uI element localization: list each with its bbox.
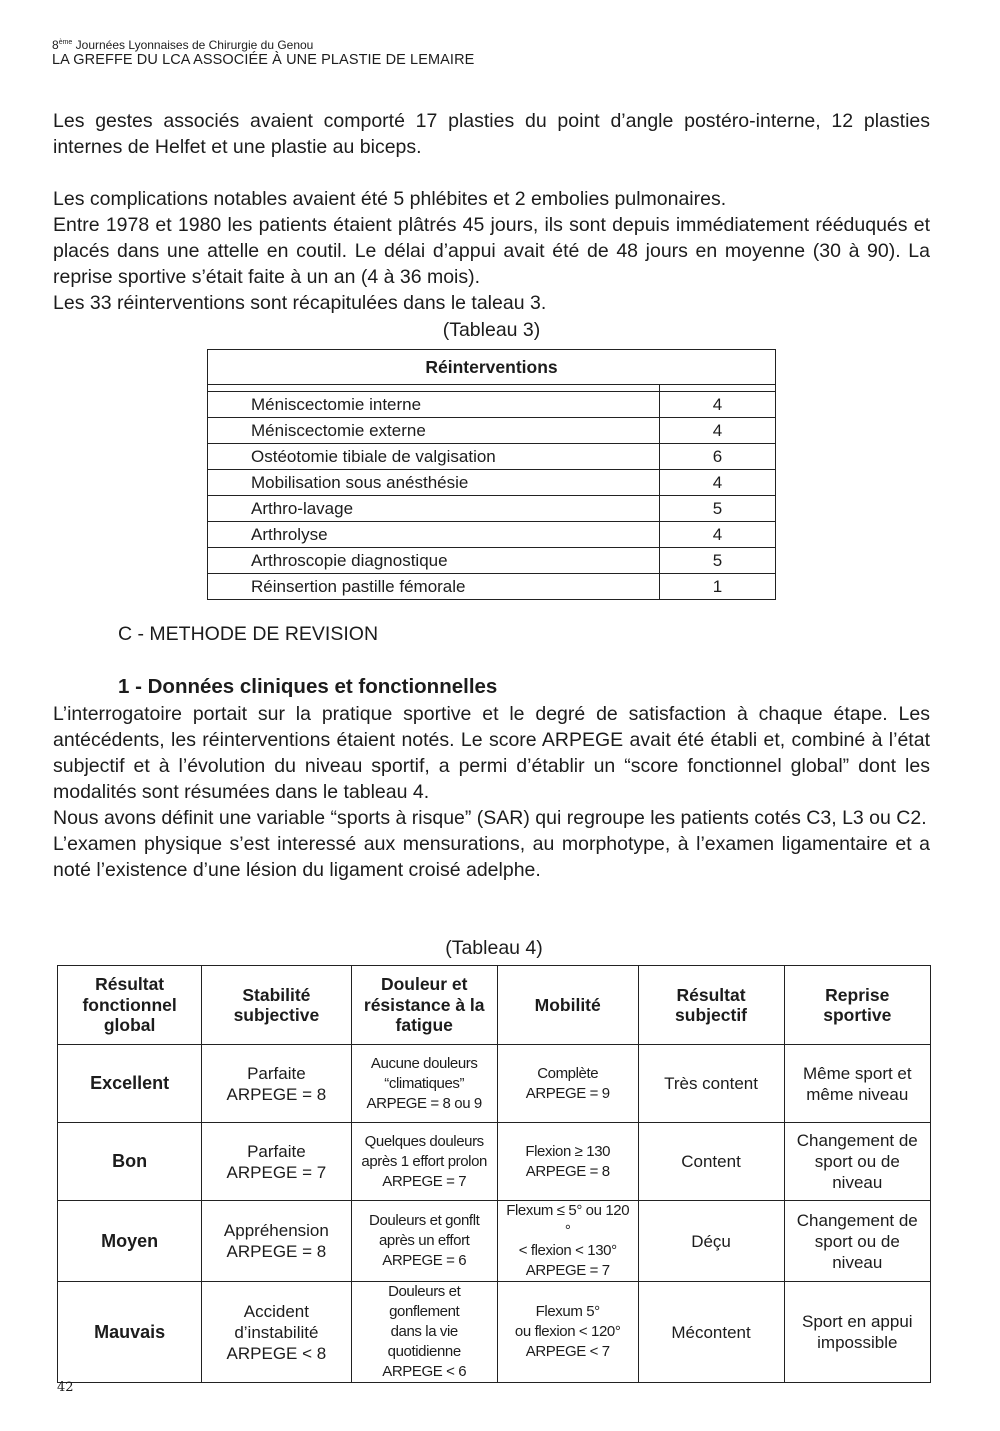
- cell-line: Bon: [112, 1151, 148, 1171]
- cell-line: Parfaite: [247, 1063, 306, 1083]
- table-cell: [351, 1282, 497, 1383]
- cell-line: Sport en appui: [801, 1312, 913, 1331]
- running-header: [52, 36, 474, 69]
- column-header: [638, 966, 784, 1045]
- cell-line: fatigue: [395, 1015, 453, 1036]
- table-functional-score: [57, 965, 931, 1383]
- table-header: Réinterventions: [208, 350, 776, 385]
- cell-line: Accident: [243, 1301, 309, 1321]
- cell-line: après 1 effort prolon: [361, 1152, 487, 1170]
- paragraph-text: Nous avons définit une variable “sports à risque” (SAR) qui regroupe les patients cotés C3, L3 ou C2.: [53, 807, 927, 829]
- table-cell-label: Arthroscopie diagnostique: [208, 548, 660, 574]
- cell-line: Mécontent: [671, 1322, 751, 1342]
- cell-line: ou flexion < 120°: [514, 1323, 621, 1340]
- table-row: [58, 1123, 931, 1201]
- cell-line: “climatiques”: [384, 1074, 465, 1092]
- section-heading: C - METHODE DE REVISION: [118, 623, 379, 645]
- cell-line: Très content: [664, 1074, 758, 1093]
- paragraph-text: Les gestes associés avaient comporté 17 plasties du point d’angle postéro-interne, 12 plasties internes de Helfet et une plastie au biceps.: [53, 110, 930, 158]
- cell-line: Résultat: [676, 984, 746, 1005]
- table-cell-label: Réinsertion pastille fémorale: [208, 574, 660, 600]
- cell-line: global: [103, 1015, 156, 1036]
- cell-line: Quelques douleurs: [364, 1132, 484, 1150]
- page-number: 42: [57, 1380, 74, 1395]
- cell-line: niveau: [832, 1173, 883, 1192]
- cell-line: Douleurs et gonflement: [388, 1283, 461, 1320]
- cell-line: ARPEGE = 6: [382, 1252, 467, 1269]
- article-title: LA GREFFE DU LCA ASSOCIÉE À UNE PLASTIE DE LEMAIRE: [52, 52, 475, 68]
- table-reinterventions: [207, 349, 776, 600]
- cell-line: Appréhension: [223, 1221, 329, 1240]
- cell-line: sport ou de: [814, 1152, 900, 1171]
- table-cell: [638, 1123, 784, 1201]
- cell-line: sportive: [823, 1005, 892, 1025]
- table-cell: [351, 1201, 497, 1282]
- table-cell: [638, 1282, 784, 1383]
- cell-line: résistance à la: [363, 994, 485, 1015]
- table-cell-value: 6: [660, 444, 776, 470]
- cell-line: d’instabilité: [234, 1322, 319, 1342]
- table-cell: [202, 1201, 351, 1282]
- subsection-heading: 1 - Données cliniques et fonctionnelles: [118, 675, 498, 698]
- table-header-row: [58, 966, 931, 1045]
- cell-line: Même sport et: [802, 1063, 912, 1083]
- cell-line: Douleur et: [380, 974, 468, 995]
- table-cell-label: Arthrolyse: [208, 522, 660, 548]
- table-row: [208, 496, 776, 522]
- paragraph-associated-procedures: [53, 108, 930, 160]
- table-row: [208, 522, 776, 548]
- table-row: [208, 418, 776, 444]
- table-cell: [351, 1045, 497, 1123]
- table-cell: [351, 1123, 497, 1201]
- paragraph-methods: [53, 701, 930, 883]
- column-header: [351, 966, 497, 1045]
- table-cell: [497, 1282, 638, 1383]
- table-row: [208, 470, 776, 496]
- cell-line: après un effort: [378, 1232, 470, 1249]
- table-cell: [202, 1123, 351, 1201]
- table-cell-label: Arthro-lavage: [208, 496, 660, 522]
- row-header-cell: [58, 1045, 202, 1123]
- column-header: [202, 966, 351, 1045]
- cell-line: Résultat: [95, 974, 165, 995]
- cell-line: même niveau: [806, 1084, 909, 1104]
- table-cell: [202, 1282, 351, 1383]
- table-cell: [497, 1201, 638, 1282]
- column-header: [497, 966, 638, 1045]
- cell-line: Mauvais: [94, 1321, 166, 1342]
- table-cell: [784, 1201, 930, 1282]
- cell-line: ARPEGE = 9: [525, 1084, 610, 1102]
- cell-line: ARPEGE < 8: [226, 1343, 327, 1363]
- cell-line: dans la vie quotidienne: [387, 1323, 461, 1360]
- cell-line: sport ou de: [814, 1231, 900, 1251]
- table-row: [58, 1045, 931, 1123]
- cell-line: Déçu: [691, 1231, 731, 1251]
- paragraph-text: Les 33 réinterventions sont récapitulées dans le taleau 3.: [53, 292, 547, 314]
- table-cell-label: Ostéotomie tibiale de valgisation: [208, 444, 660, 470]
- cell-line: Changement de: [796, 1131, 918, 1150]
- table-cell-value: 4: [660, 392, 776, 418]
- table-cell: [784, 1282, 930, 1383]
- cell-line: Reprise: [825, 984, 890, 1005]
- cell-line: ARPEGE = 7: [525, 1262, 610, 1279]
- paragraph-text: L’interrogatoire portait sur la pratique sportive et le degré de satisfaction à chaque étape. Les antécédents, les réinterventions étaient notés. Le score ARPEGE avait été établi et, combiné à l’état subjectif et à l’évolution du niveau sportif, a permi d’établir un “score fonctionnel global” dont les modalités sont résumées dans le tableau 4.: [53, 703, 930, 803]
- row-header-cell: [58, 1201, 202, 1282]
- cell-line: Content: [681, 1152, 741, 1171]
- cell-line: Moyen: [101, 1230, 159, 1251]
- cell-line: fonctionnel: [82, 994, 177, 1015]
- cell-line: ARPEGE = 8: [226, 1242, 327, 1261]
- table-row: [208, 444, 776, 470]
- table-cell: [638, 1045, 784, 1123]
- cell-line: impossible: [817, 1333, 898, 1352]
- table3-caption: (Tableau 3): [442, 319, 541, 341]
- cell-line: Parfaite: [247, 1141, 306, 1161]
- cell-line: Complète: [537, 1064, 599, 1082]
- table-cell-label: Méniscectomie interne: [208, 392, 660, 418]
- table-cell-label: Méniscectomie externe: [208, 418, 660, 444]
- table-cell-value: 4: [660, 470, 776, 496]
- table-cell: [497, 1045, 638, 1123]
- cell-line: Flexum ≤ 5° ou 120 °: [506, 1202, 630, 1239]
- table-cell: [497, 1123, 638, 1201]
- column-header: [784, 966, 930, 1045]
- cell-line: subjective: [233, 1005, 320, 1025]
- row-header-cell: [58, 1123, 202, 1201]
- table-spacer: [208, 385, 776, 392]
- cell-line: niveau: [832, 1252, 883, 1272]
- table4-caption: (Tableau 4): [445, 937, 543, 959]
- row-header-cell: [58, 1282, 202, 1383]
- cell-line: ARPEGE = 8: [226, 1084, 327, 1104]
- cell-line: ARPEGE = 8: [525, 1162, 610, 1180]
- cell-line: subjectif: [675, 1005, 748, 1025]
- cell-line: ARPEGE = 7: [382, 1172, 467, 1190]
- table-cell-value: 4: [660, 522, 776, 548]
- table-row: [208, 574, 776, 600]
- table-row: [208, 548, 776, 574]
- paragraph-text: Entre 1978 et 1980 les patients étaient plâtrés 45 jours, ils sont depuis immédiatement rééduqués et placés dans une attelle en coutil. Le délai d’appui avait été de 48 jours en moyenne (30 à 90). La reprise sportive s’était faite à un an (4 à 36 mois).: [53, 214, 930, 288]
- cell-line: Aucune douleurs: [370, 1054, 478, 1072]
- table-cell: [784, 1123, 930, 1201]
- cell-line: Excellent: [90, 1073, 170, 1093]
- table-row: [58, 1201, 931, 1282]
- cell-line: Douleurs et gonflt: [369, 1212, 480, 1229]
- cell-line: < flexion < 130°: [518, 1242, 617, 1259]
- table-row: [58, 1282, 931, 1383]
- paragraph-text: L’examen physique s’est interessé aux mensurations, au morphotype, à l’examen ligamentaire et a noté l’existence d’une lésion du ligament croisé adelphe.: [53, 833, 930, 881]
- paragraph-complications: [53, 186, 930, 316]
- cell-line: ARPEGE < 6: [382, 1363, 467, 1380]
- table-cell: [638, 1201, 784, 1282]
- cell-line: Mobilité: [534, 994, 601, 1015]
- cell-line: Stabilité: [242, 984, 311, 1005]
- table-cell: [202, 1045, 351, 1123]
- table-cell-value: 5: [660, 496, 776, 522]
- table-cell-value: 5: [660, 548, 776, 574]
- cell-line: Changement de: [796, 1210, 918, 1230]
- table-cell-value: 4: [660, 418, 776, 444]
- cell-line: Flexion ≥ 130: [525, 1142, 611, 1160]
- column-header: [58, 966, 202, 1045]
- cell-line: Flexum 5°: [535, 1303, 600, 1320]
- table-header-row: [208, 350, 776, 385]
- table-body: [58, 1045, 931, 1383]
- cell-line: ARPEGE = 7: [226, 1162, 327, 1182]
- table-cell-label: Mobilisation sous anésthésie: [208, 470, 660, 496]
- conference-name: 8ème Journées Lyonnaises de Chirurgie du Genou: [52, 38, 314, 52]
- cell-line: ARPEGE < 7: [525, 1343, 610, 1360]
- table-row: [208, 392, 776, 418]
- table-cell: [784, 1045, 930, 1123]
- cell-line: ARPEGE = 8 ou 9: [366, 1094, 482, 1112]
- paragraph-text: Les complications notables avaient été 5 phlébites et 2 embolies pulmonaires.: [53, 188, 727, 210]
- table-cell-value: 1: [660, 574, 776, 600]
